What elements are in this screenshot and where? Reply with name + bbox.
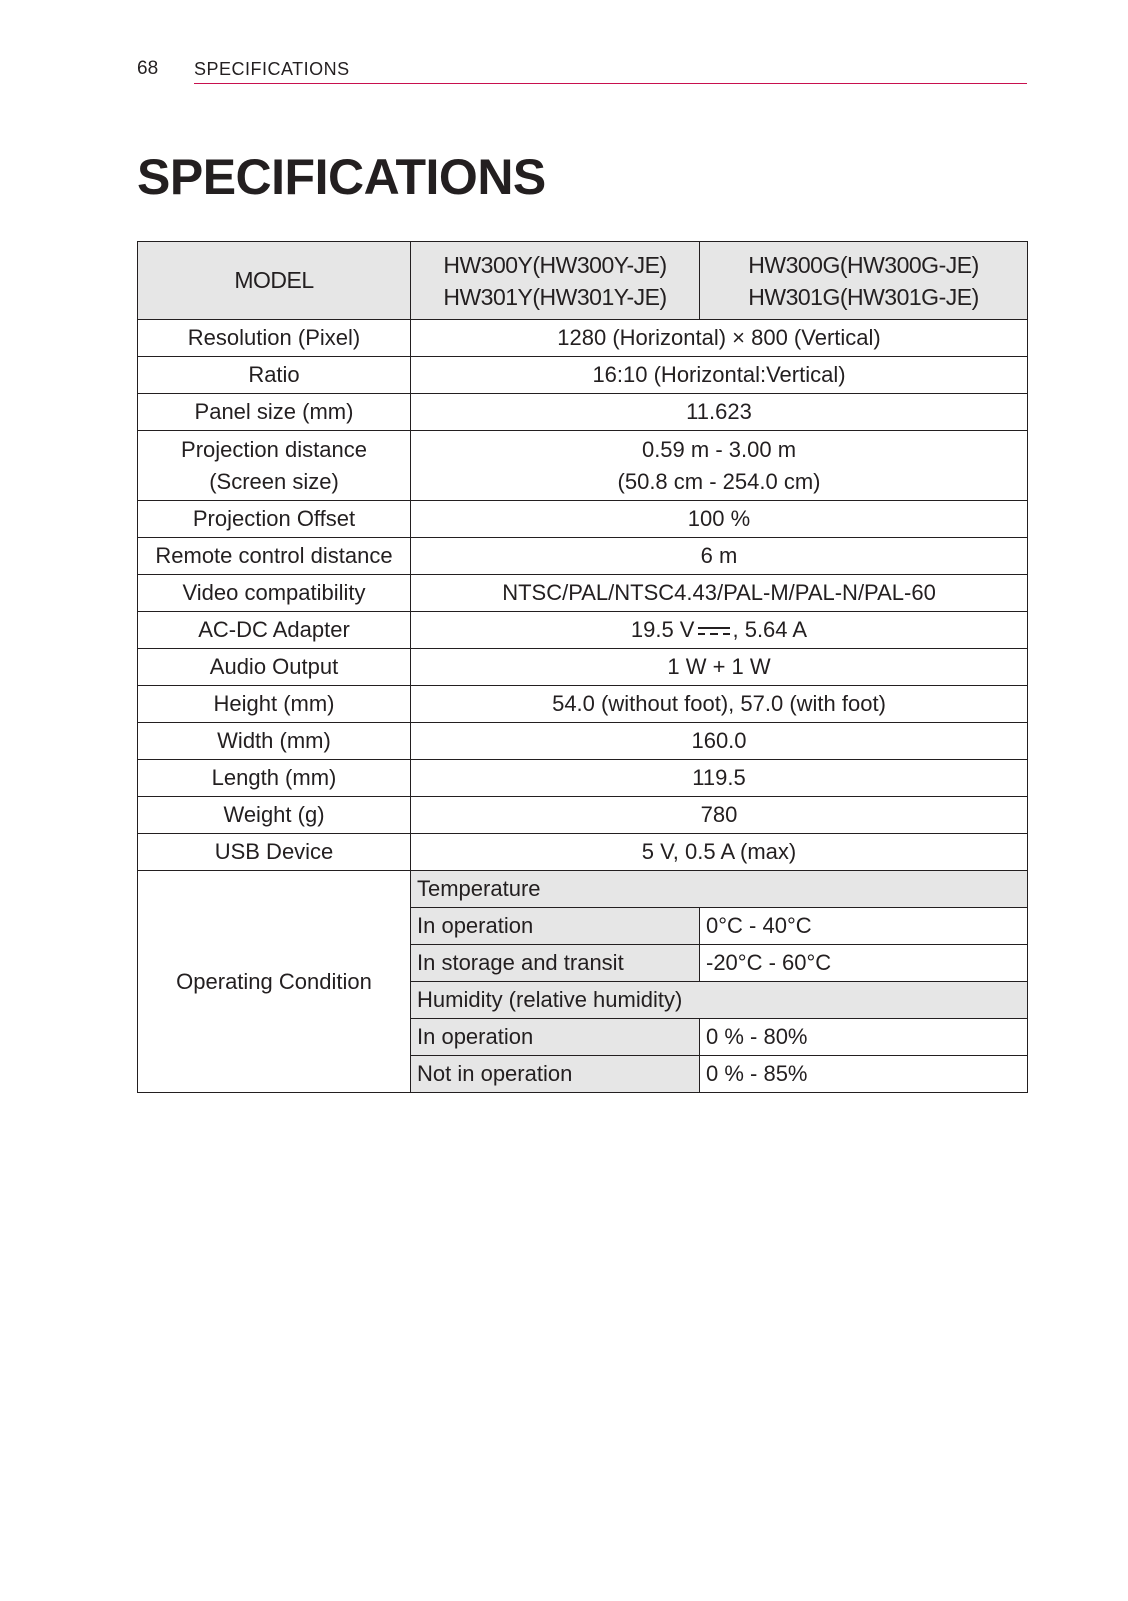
condition-value: -20°C - 60°C — [700, 945, 1028, 982]
table-row — [138, 320, 1028, 357]
row-value: 1280 (Horizontal) × 800 (Vertical) — [411, 320, 1028, 357]
row-value-line1: 0.59 m - 3.00 m — [641, 436, 797, 462]
row-label: Remote control distance — [138, 538, 411, 575]
row-label: Panel size (mm) — [138, 394, 411, 431]
row-label: Projection Offset — [138, 501, 411, 538]
operating-condition-label: Operating Condition — [138, 871, 411, 1093]
condition-label: In operation — [411, 908, 700, 945]
table-row — [138, 834, 1028, 871]
row-label: Resolution (Pixel) — [138, 320, 411, 357]
row-value: NTSC/PAL/NTSC4.43/PAL-M/PAL-N/PAL-60 — [411, 575, 1028, 612]
row-label: USB Device — [138, 834, 411, 871]
model-y-line2: HW301Y(HW301Y-JE) — [443, 283, 667, 310]
table-row — [138, 760, 1028, 797]
table-row — [138, 871, 1028, 908]
row-value — [411, 431, 1028, 501]
model-g-line1: HW300G(HW300G-JE) — [748, 251, 979, 278]
row-value: 54.0 (without foot), 57.0 (with foot) — [411, 686, 1028, 723]
table-row — [138, 538, 1028, 575]
table-row — [138, 723, 1028, 760]
table-row — [138, 649, 1028, 686]
table-row — [138, 612, 1028, 649]
header-rule — [194, 83, 1027, 84]
condition-label: In storage and transit — [411, 945, 700, 982]
row-label: Height (mm) — [138, 686, 411, 723]
row-value: 11.623 — [411, 394, 1028, 431]
row-value: 780 — [411, 797, 1028, 834]
row-value: 1 W + 1 W — [411, 649, 1028, 686]
model-label: MODEL — [138, 242, 411, 320]
model-y-line1: HW300Y(HW300Y-JE) — [443, 251, 667, 278]
row-value: 100 % — [411, 501, 1028, 538]
row-value: 6 m — [411, 538, 1028, 575]
model-g-line2: HW301G(HW301G-JE) — [748, 283, 979, 310]
table-row — [138, 797, 1028, 834]
condition-label: Not in operation — [411, 1056, 700, 1093]
temperature-heading: Temperature — [411, 871, 1028, 908]
running-title: SPECIFICATIONS — [194, 59, 350, 79]
row-label: AC-DC Adapter — [138, 612, 411, 649]
condition-value: 0°C - 40°C — [700, 908, 1028, 945]
row-value: 160.0 — [411, 723, 1028, 760]
row-label: Ratio — [138, 357, 411, 394]
row-label-line2: (Screen size) — [209, 468, 339, 494]
model-g-cell — [700, 242, 1028, 320]
adapter-voltage: 19.5 V — [630, 617, 695, 642]
condition-value: 0 % - 85% — [700, 1056, 1028, 1093]
table-row — [138, 394, 1028, 431]
row-value-line2: (50.8 cm - 254.0 cm) — [617, 468, 821, 494]
dc-current-symbol-icon — [697, 625, 731, 637]
table-row — [138, 357, 1028, 394]
table-row — [138, 575, 1028, 612]
row-label-line1: Projection distance — [181, 436, 367, 462]
adapter-current: , 5.64 A — [732, 617, 808, 642]
row-value — [411, 612, 1028, 649]
row-label: Length (mm) — [138, 760, 411, 797]
row-label: Width (mm) — [138, 723, 411, 760]
model-y-cell — [411, 242, 700, 320]
row-label: Audio Output — [138, 649, 411, 686]
table-row — [138, 431, 1028, 501]
row-label: Weight (g) — [138, 797, 411, 834]
condition-value: 0 % - 80% — [700, 1019, 1028, 1056]
humidity-heading: Humidity (relative humidity) — [411, 982, 1028, 1019]
page-header — [137, 56, 1027, 86]
page-title: SPECIFICATIONS — [137, 149, 546, 205]
table-row — [138, 686, 1028, 723]
condition-label: In operation — [411, 1019, 700, 1056]
table-row — [138, 501, 1028, 538]
row-value: 5 V, 0.5 A (max) — [411, 834, 1028, 871]
specifications-table — [137, 241, 1028, 1093]
row-value: 16:10 (Horizontal:Vertical) — [411, 357, 1028, 394]
row-label: Video compatibility — [138, 575, 411, 612]
row-label — [138, 431, 411, 501]
page-number: 68 — [137, 58, 159, 79]
row-value: 119.5 — [411, 760, 1028, 797]
table-header-row — [138, 242, 1028, 320]
